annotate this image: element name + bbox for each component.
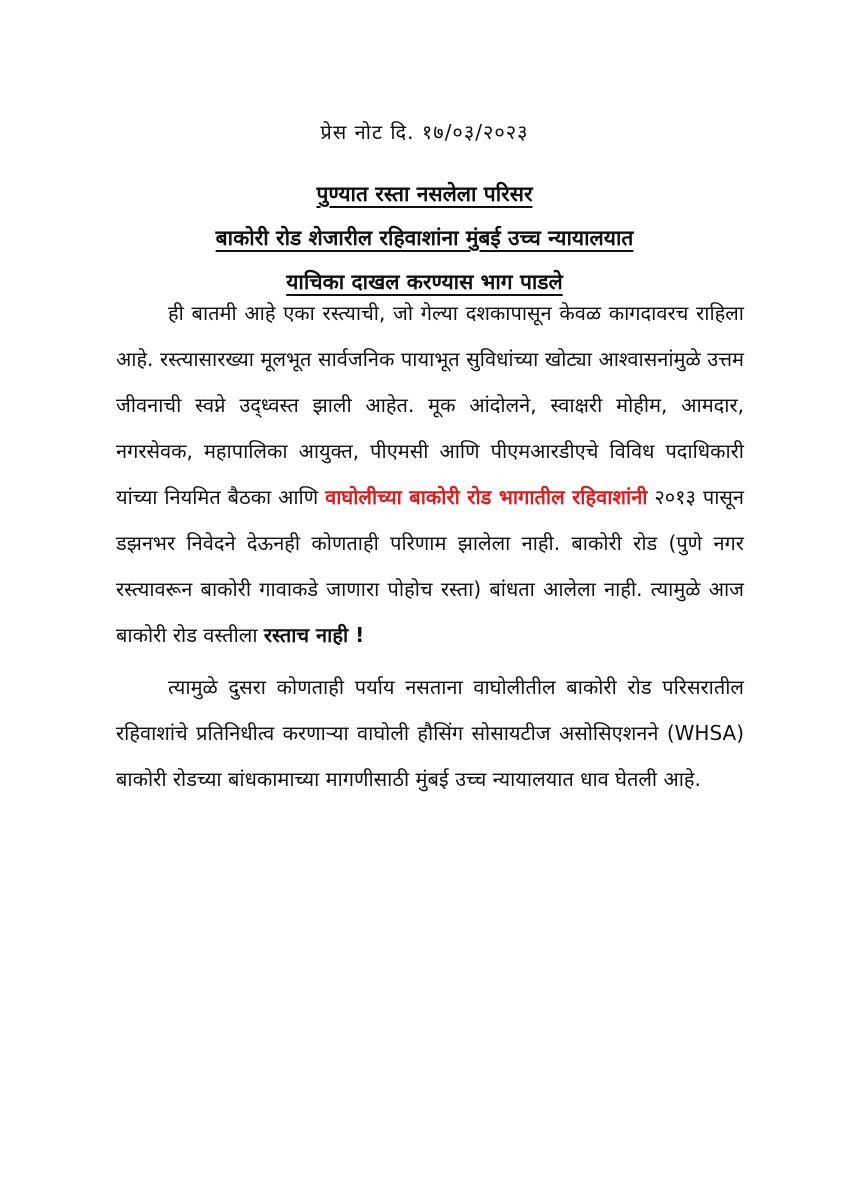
paragraph-1 (116, 290, 744, 658)
paragraph-2: त्यामुळे दुसरा कोणताही पर्याय नसताना वाघोलीतील बाकोरी रोड परिसरातील रहिवाशांचे प्रतिनिधीत्व करणाऱ्या वाघोली हौसिंग सोसायटीज असोसिएशनने (WHSA) बाकोरी रोडच्या बांधकामाच्या मागणीसाठी मुंबई उच्च न्यायालयात धाव घेतली आहे. (116, 675, 744, 791)
headline (100, 172, 749, 304)
headline-line-2: बाकोरी रोड शेजारील रहिवाशांना मुंबई उच्च न्यायालयात (215, 226, 634, 250)
paragraph-1-text-a: ही बातमी आहे एका रस्त्याची, जो गेल्या दशकापासून केवळ कागदावरच राहिला आहे. रस्त्यासारख्या मूलभूत सार्वजनिक पायाभूत सुविधांच्या खोट्या आश्वासनांमुळे उत्तम जीवनाची स्वप्ने उद्ध्वस्त झाली आहेत. मूक आंदोलने, स्वाक्षरी मोहीम, आमदार, नगरसेवक, महापालिका आयुक्त, पीएमसी आणि पीएमआरडीएचे विविध पदाधिकारी यांच्या नियमित बैठका आणि (116, 301, 744, 509)
article-body (116, 290, 744, 802)
headline-line-1: पुण्यात रस्ता नसलेला परिसर (316, 182, 533, 206)
no-road-emphasis: रस्ताच नाही ! (263, 623, 365, 647)
highlighted-residents-text: वाघोलीच्या बाकोरी रोड भागातील रहिवाशांनी (325, 485, 648, 509)
press-note-date: प्रेस नोट दि. १७/०३/२०२३ (320, 120, 529, 144)
headline-line-3: याचिका दाखल करण्यास भाग पाडले (286, 270, 563, 294)
paragraph-1-text-b: २०१३ पासून डझनभर निवेदने देऊनही कोणताही परिणाम झालेला नाही. बाकोरी रोड (पुणे नगर रस्त्यावरून बाकोरी गावाकडे जाणारा पोहोच रस्ता) बांधता आलेला नाही. त्यामुळे आज बाकोरी रोड वस्तीला (116, 485, 744, 647)
